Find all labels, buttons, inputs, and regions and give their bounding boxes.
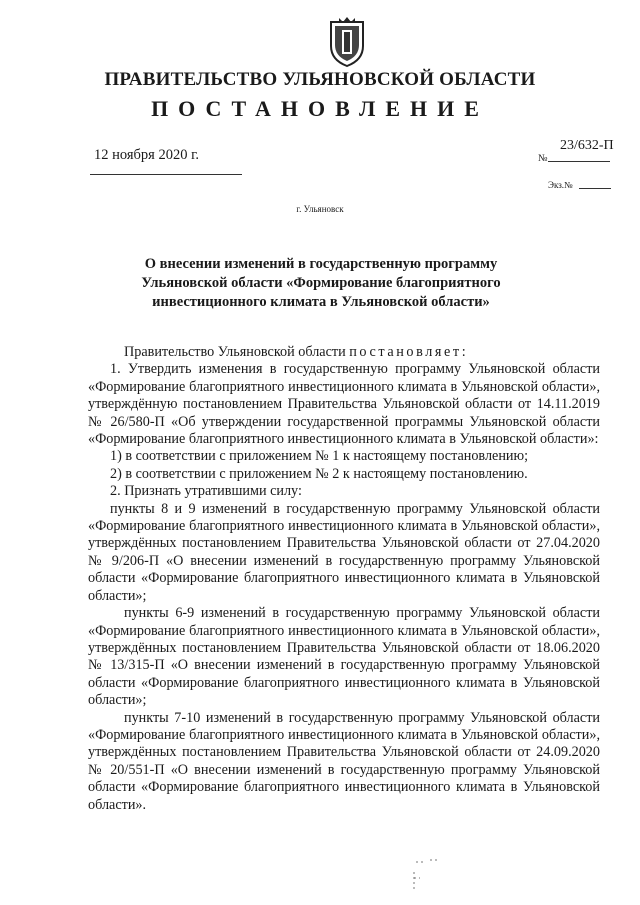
paragraph-2: 2. Признать утратившими силу: <box>110 483 302 500</box>
paragraph-2-item-a: пункты 8 и 9 изменений в государственную программу Ульяновской области «Формирование благоприятного инвестиционного климата в Ульяновской области», утверждённых постановлением Правительства Ульяновской области от 27.04.2020 № 9/206-П «О внесении изменений в государственную программу Ульяновской области «Формирование благоприятного инвестиционного климата в Ульяновской области»; <box>88 500 600 604</box>
document-number: 23/632-П <box>560 138 614 153</box>
city: г. Ульяновск <box>296 204 344 214</box>
paragraph-2-item-b: пункты 6-9 изменений в государственную программу Ульяновской области «Формирование благоприятного инвестиционного климата в Ульяновской области», утверждённых постановлением Правительства Ульяновской области от 18.06.2020 № 13/315-П «О внесении изменений в государственную программу Ульяновской области «Формирование благоприятного инвестиционного климата в Ульяновской области»; <box>88 605 600 709</box>
coat-of-arms-icon <box>325 16 369 68</box>
number-underline <box>548 161 610 162</box>
government-title: ПРАВИТЕЛЬСТВО УЛЬЯНОВСКОЙ ОБЛАСТИ <box>104 69 536 90</box>
document-body <box>88 344 600 814</box>
paragraph-1-item-1: 1) в соответствии с приложением № 1 к настоящему постановлению; <box>110 448 529 465</box>
document-heading: О внесении изменений в государственную программу Ульяновской области «Формирование благоприятного инвестиционного климата в Ульяновской области» <box>141 256 501 310</box>
intro-paragraph <box>88 344 600 361</box>
document-date: 12 ноября 2020 г. <box>94 147 200 163</box>
scan-mark-icon <box>412 858 446 898</box>
intro-text: Правительство Ульяновской области <box>124 344 346 360</box>
date-underline <box>90 174 242 175</box>
number-label: № <box>538 153 548 164</box>
paragraph-1: 1. Утвердить изменения в государственную программу Ульяновской области «Формирование благоприятного инвестиционного климата в Ульяновской области», утверждённую постановлением Правительства Ульяновской области от 14.11.2019 № 26/580-П «Об утверждении государственной программы Ульяновской области «Формирование благоприятного инвестиционного климата в Ульяновской области»: <box>88 361 600 448</box>
copy-number-underline <box>579 188 611 189</box>
intro-decree-word: постановляет: <box>349 344 469 360</box>
copy-number-label: Экз.№ <box>548 180 573 190</box>
document-type: ПОСТАНОВЛЕНИЕ <box>151 96 489 121</box>
paragraph-1-item-2: 2) в соответствии с приложением № 2 к настоящему постановлению. <box>110 465 528 482</box>
paragraph-2-item-c: пункты 7-10 изменений в государственную программу Ульяновской области «Формирование благоприятного инвестиционного климата в Ульяновской области», утверждённых постановлением Правительства Ульяновской области от 24.09.2020 № 20/551-П «О внесении изменений в государственную программу Ульяновской области «Формирование благоприятного инвестиционного климата в Ульяновской области». <box>88 709 600 813</box>
